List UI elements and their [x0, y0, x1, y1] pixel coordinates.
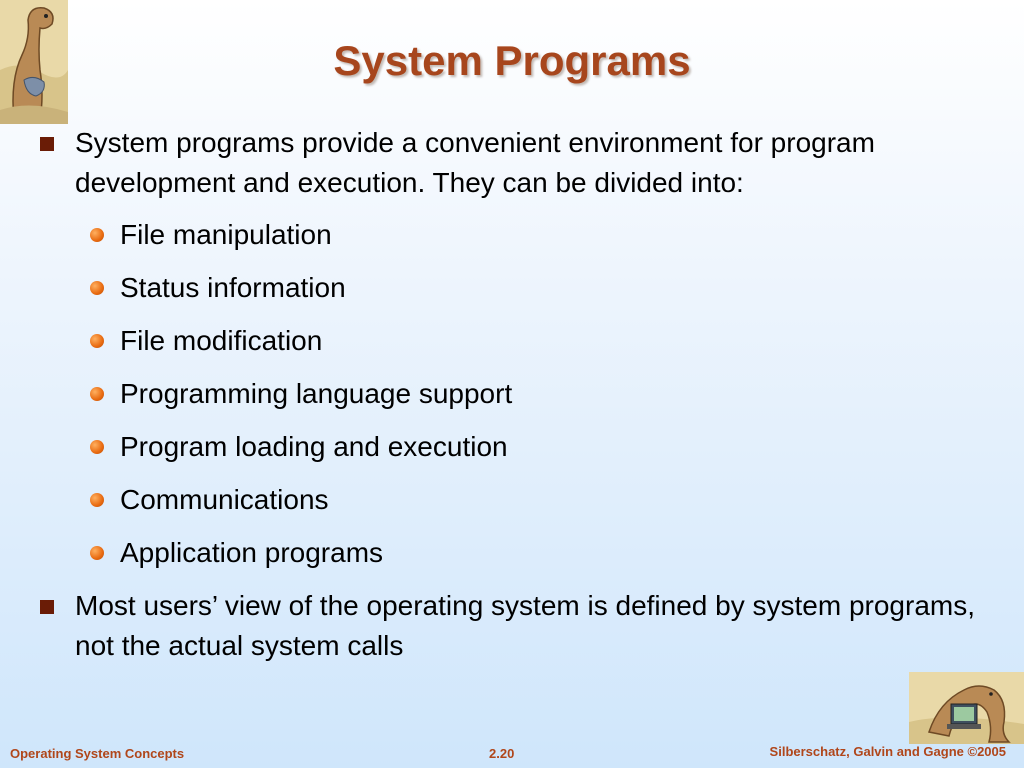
subitem-text: Application programs	[120, 537, 384, 568]
round-bullet-icon	[90, 493, 104, 507]
square-bullet-icon	[40, 137, 54, 151]
bullet-text: Most users’ view of the operating system is defined by system programs, not the actual system calls	[75, 590, 975, 661]
slide-title: System Programs	[333, 37, 691, 84]
subitem-text: File manipulation	[120, 219, 332, 250]
subitem-text: File modification	[120, 325, 323, 356]
subitem-text: Status information	[120, 272, 346, 303]
subitem-text: Programming language support	[120, 378, 513, 409]
round-bullet-icon	[90, 334, 104, 348]
square-bullet-icon	[40, 600, 54, 614]
subitem-text: Program loading and execution	[120, 431, 508, 462]
dinosaur-computer-icon	[909, 672, 1024, 744]
round-bullet-icon	[90, 228, 104, 242]
subitem-text: Communications	[120, 484, 329, 515]
footer-course: Operating System Concepts	[10, 746, 185, 761]
footer-page-number: 2.20	[489, 746, 515, 761]
round-bullet-icon	[90, 440, 104, 454]
round-bullet-icon	[90, 281, 104, 295]
footer-copyright: Silberschatz, Galvin and Gagne ©2005	[769, 744, 1006, 759]
round-bullet-icon	[90, 546, 104, 560]
round-bullet-icon	[90, 387, 104, 401]
bullet-text: System programs provide a convenient environment for program development and execution. They can be divided into:	[75, 127, 875, 198]
